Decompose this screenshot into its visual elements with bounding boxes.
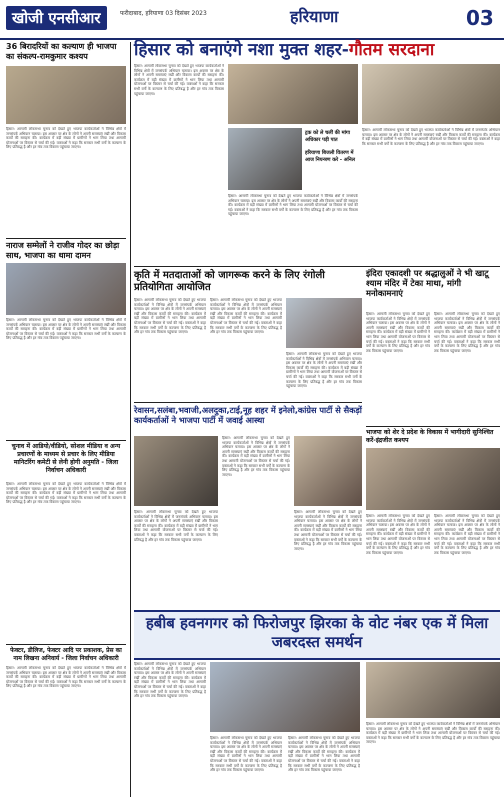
mid-left-headline: कृति में मतदाताओं को जागरूक करने के लिए रंगोली प्रतियोगिता आयोजित — [134, 270, 325, 293]
right-small-headline: भाजपा को शेर दे प्रदेश के विकास में भागीदारी सुनिश्चित करें-इंद्रजीत कश्यप — [366, 429, 494, 444]
column-divider — [130, 42, 131, 797]
left-photo-2 — [6, 263, 126, 315]
divider — [134, 266, 500, 267]
strip-article-1: हिसार: आगामी लोकसभा चुनाव को देखते हुए भाजपा कार्यकर्ताओं ने विभिन्न क्षेत्रों में जनसंपर्क अभियान चलाया। इस अवसर पर क्षेत्र के लोगों ने अपनी समस्याएं रखीं और विकास कार्यों की सराहना की। कार्यक्रम में बड़ी संख्या में ग्रामीणों ने भाग लिया तथा आगामी योजनाओं पर विस्तार से चर्चा की गई। वक्ताओं ने कहा कि सरकार सभी वर्गों के कल्याण के लिए प्रतिबद्ध है और हर गांव तक विकास पहुंचाया जाएगा। — [134, 510, 218, 542]
mid-right-headline: इंदिरा एकादशी पर श्रद्धालुओं ने भी खाटू श्याम मंदिर में टेका माथा, मांगी मनोकामनाएं — [366, 268, 489, 298]
mid-right-article-2: हिसार: आगामी लोकसभा चुनाव को देखते हुए भाजपा कार्यकर्ताओं ने विभिन्न क्षेत्रों में जनसंपर्क अभियान चलाया। इस अवसर पर क्षेत्र के लोगों ने अपनी समस्याएं रखीं और विकास कार्यों की सराहना की। कार्यक्रम में बड़ी संख्या में ग्रामीणों ने भाग लिया तथा आगामी योजनाओं पर विस्तार से चर्चा की गई। वक्ताओं ने कहा कि सरकार सभी वर्गों के कल्याण के लिए प्रतिबद्ध है और हर गांव तक विकास पहुंचाया जाएगा। — [434, 312, 500, 353]
banner-photo-2 — [366, 662, 500, 718]
strip-photo-1 — [134, 436, 218, 506]
mid-left-article-1: हिसार: आगामी लोकसभा चुनाव को देखते हुए भाजपा कार्यकर्ताओं ने विभिन्न क्षेत्रों में जनसंपर्क अभियान चलाया। इस अवसर पर क्षेत्र के लोगों ने अपनी समस्याएं रखीं और विकास कार्यों की सराहना की। कार्यक्रम में बड़ी संख्या में ग्रामीणों ने भाग लिया तथा आगामी योजनाओं पर विस्तार से चर्चा की गई। वक्ताओं ने कहा कि सरकार सभी वर्गों के कल्याण के लिए प्रतिबद्ध है और हर गांव तक विकास पहुंचाया जाएगा। — [134, 298, 206, 335]
main-headline-part1: हिसार को बनाएंगे नशा मुक्त शहर- — [134, 40, 349, 60]
banner-article-2: हिसार: आगामी लोकसभा चुनाव को देखते हुए भाजपा कार्यकर्ताओं ने विभिन्न क्षेत्रों में जनसंपर्क अभियान चलाया। इस अवसर पर क्षेत्र के लोगों ने अपनी समस्याएं रखीं और विकास कार्यों की सराहना की। कार्यक्रम में बड़ी संख्या में ग्रामीणों ने भाग लिया तथा आगामी योजनाओं पर विस्तार से चर्चा की गई। वक्ताओं ने कहा कि सरकार सभी वर्गों के कल्याण के लिए प्रतिबद्ध है और हर गांव तक विकास पहुंचाया जाएगा। — [210, 736, 282, 773]
paper-name: खोजी एनसीआर — [6, 6, 107, 30]
banner-headline: हबीब हवनगगर को फिरोजपुर झिरका के वोट नंबर एक में मिला जबरदस्त समर्थन — [145, 614, 489, 651]
sub-headline-2: हरियाणा बिजली वितरण में आज नियन्त्रण करे - अनिल — [305, 150, 355, 163]
main-photo-1 — [228, 64, 358, 124]
left-headline-4: फेक्टर, डीलिज, फेक्टर आदि पर प्रकाशक, प्रेस का नाम लिखना अनिवार्य - जिला निर्वाचन अधिकारी — [10, 647, 122, 662]
date-line: फरीदाबाद, हरियाणा 03 दिसंबर 2023 — [120, 10, 207, 17]
right-small-photo — [366, 448, 500, 510]
divider — [366, 426, 500, 427]
mid-right-article-1: हिसार: आगामी लोकसभा चुनाव को देखते हुए भाजपा कार्यकर्ताओं ने विभिन्न क्षेत्रों में जनसंपर्क अभियान चलाया। इस अवसर पर क्षेत्र के लोगों ने अपनी समस्याएं रखीं और विकास कार्यों की सराहना की। कार्यक्रम में बड़ी संख्या में ग्रामीणों ने भाग लिया तथा आगामी योजनाओं पर विस्तार से चर्चा की गई। वक्ताओं ने कहा कि सरकार सभी वर्गों के कल्याण के लिए प्रतिबद्ध है और हर गांव तक विकास पहुंचाया जाएगा। — [366, 312, 430, 353]
main-article-col-1: हिसार: आगामी लोकसभा चुनाव को देखते हुए भाजपा कार्यकर्ताओं ने विभिन्न क्षेत्रों में जनसंपर्क अभियान चलाया। इस अवसर पर क्षेत्र के लोगों ने अपनी समस्याएं रखीं और विकास कार्यों की सराहना की। कार्यक्रम में बड़ी संख्या में ग्रामीणों ने भाग लिया तथा आगामी योजनाओं पर विस्तार से चर्चा की गई। वक्ताओं ने कहा कि सरकार सभी वर्गों के कल्याण के लिए प्रतिबद्ध है और हर गांव तक विकास पहुंचाया जाएगा। — [134, 64, 224, 96]
strip-headline: रेवासन,सलंबा,भवाजी,अलदुका,टाई,नूह शहर में इनेलो,कांग्रेस पार्टी से सैकड़ों कार्यकर्ताओं ने भाजपा पार्टी में जवाई आस्था — [134, 405, 362, 425]
banner-photo-1 — [210, 662, 360, 732]
divider — [6, 440, 126, 441]
left-headline-1: 36 बिरादरियों का कल्याण ही भाजपा का संकल्प-रामकुमार कश्यप — [6, 42, 117, 61]
divider — [6, 644, 126, 645]
main-headline-part2: गौतम सरदाना — [348, 40, 435, 60]
divider — [6, 238, 126, 239]
strip-photo-2 — [294, 436, 362, 506]
left-article-1: हिसार: आगामी लोकसभा चुनाव को देखते हुए भाजपा कार्यकर्ताओं ने विभिन्न क्षेत्रों में जनसंपर्क अभियान चलाया। इस अवसर पर क्षेत्र के लोगों ने अपनी समस्याएं रखीं और विकास कार्यों की सराहना की। कार्यक्रम में बड़ी संख्या में ग्रामीणों ने भाग लिया तथा आगामी योजनाओं पर विस्तार से चर्चा की गई। वक्ताओं ने कहा कि सरकार सभी वर्गों के कल्याण के लिए प्रतिबद्ध है और हर गांव तक विकास पहुंचाया जाएगा। — [6, 127, 126, 150]
banner-article-4: हिसार: आगामी लोकसभा चुनाव को देखते हुए भाजपा कार्यकर्ताओं ने विभिन्न क्षेत्रों में जनसंपर्क अभियान चलाया। इस अवसर पर क्षेत्र के लोगों ने अपनी समस्याएं रखीं और विकास कार्यों की सराहना की। कार्यक्रम में बड़ी संख्या में ग्रामीणों ने भाग लिया तथा आगामी योजनाओं पर विस्तार से चर्चा की गई। वक्ताओं ने कहा कि सरकार सभी वर्गों के कल्याण के लिए प्रतिबद्ध है और हर गांव तक विकास पहुंचाया जाएगा। — [366, 722, 500, 745]
left-article-3: हिसार: आगामी लोकसभा चुनाव को देखते हुए भाजपा कार्यकर्ताओं ने विभिन्न क्षेत्रों में जनसंपर्क अभियान चलाया। इस अवसर पर क्षेत्र के लोगों ने अपनी समस्याएं रखीं और विकास कार्यों की सराहना की। कार्यक्रम में बड़ी संख्या में ग्रामीणों ने भाग लिया तथा आगामी योजनाओं पर विस्तार से चर्चा की गई। वक्ताओं ने कहा कि सरकार सभी वर्गों के कल्याण के लिए प्रतिबद्ध है और हर गांव तक विकास पहुंचाया जाएगा। — [6, 482, 126, 505]
main-headline — [134, 40, 500, 60]
strip-article-3: हिसार: आगामी लोकसभा चुनाव को देखते हुए भाजपा कार्यकर्ताओं ने विभिन्न क्षेत्रों में जनसंपर्क अभियान चलाया। इस अवसर पर क्षेत्र के लोगों ने अपनी समस्याएं रखीं और विकास कार्यों की सराहना की। कार्यक्रम में बड़ी संख्या में ग्रामीणों ने भाग लिया तथा आगामी योजनाओं पर विस्तार से चर्चा की गई। वक्ताओं ने कहा कि सरकार सभी वर्गों के कल्याण के लिए प्रतिबद्ध है और हर गांव तक विकास पहुंचाया जाएगा। — [294, 510, 362, 551]
right-small-article-2: हिसार: आगामी लोकसभा चुनाव को देखते हुए भाजपा कार्यकर्ताओं ने विभिन्न क्षेत्रों में जनसंपर्क अभियान चलाया। इस अवसर पर क्षेत्र के लोगों ने अपनी समस्याएं रखीं और विकास कार्यों की सराहना की। कार्यक्रम में बड़ी संख्या में ग्रामीणों ने भाग लिया तथा आगामी योजनाओं पर विस्तार से चर्चा की गई। वक्ताओं ने कहा कि सरकार सभी वर्गों के कल्याण के लिए प्रतिबद्ध है और हर गांव तक विकास पहुंचाया जाएगा। — [434, 514, 500, 555]
strip-article-2: हिसार: आगामी लोकसभा चुनाव को देखते हुए भाजपा कार्यकर्ताओं ने विभिन्न क्षेत्रों में जनसंपर्क अभियान चलाया। इस अवसर पर क्षेत्र के लोगों ने अपनी समस्याएं रखीं और विकास कार्यों की सराहना की। कार्यक्रम में बड़ी संख्या में ग्रामीणों ने भाग लिया तथा आगामी योजनाओं पर विस्तार से चर्चा की गई। वक्ताओं ने कहा कि सरकार सभी वर्गों के कल्याण के लिए प्रतिबद्ध है और हर गांव तक विकास पहुंचाया जाएगा। — [222, 436, 290, 477]
main-photo-3 — [228, 128, 302, 190]
section-title: हरियाणा — [290, 7, 339, 26]
left-headline-3: चुनाव में आडियो/वीडियो, सोशल मीडिया व अन्य प्रचारणों के माध्यम से प्रचार के लिए मीडिया मानिटरिंग कमेटी से लेनी होगी अनुमति - जिला निर्वाचन अधिकारी — [11, 443, 121, 474]
left-article-2: हिसार: आगामी लोकसभा चुनाव को देखते हुए भाजपा कार्यकर्ताओं ने विभिन्न क्षेत्रों में जनसंपर्क अभियान चलाया। इस अवसर पर क्षेत्र के लोगों ने अपनी समस्याएं रखीं और विकास कार्यों की सराहना की। कार्यक्रम में बड़ी संख्या में ग्रामीणों ने भाग लिया तथा आगामी योजनाओं पर विस्तार से चर्चा की गई। वक्ताओं ने कहा कि सरकार सभी वर्गों के कल्याण के लिए प्रतिबद्ध है और हर गांव तक विकास पहुंचाया जाएगा। — [6, 318, 126, 341]
main-photo-2 — [362, 64, 500, 124]
left-photo-1 — [6, 66, 126, 124]
mid-left-article-3: हिसार: आगामी लोकसभा चुनाव को देखते हुए भाजपा कार्यकर्ताओं ने विभिन्न क्षेत्रों में जनसंपर्क अभियान चलाया। इस अवसर पर क्षेत्र के लोगों ने अपनी समस्याएं रखीं और विकास कार्यों की सराहना की। कार्यक्रम में बड़ी संख्या में ग्रामीणों ने भाग लिया तथा आगामी योजनाओं पर विस्तार से चर्चा की गई। वक्ताओं ने कहा कि सरकार सभी वर्गों के कल्याण के लिए प्रतिबद्ध है और हर गांव तक विकास पहुंचाया जाएगा। — [286, 352, 362, 389]
banner-article-3: हिसार: आगामी लोकसभा चुनाव को देखते हुए भाजपा कार्यकर्ताओं ने विभिन्न क्षेत्रों में जनसंपर्क अभियान चलाया। इस अवसर पर क्षेत्र के लोगों ने अपनी समस्याएं रखीं और विकास कार्यों की सराहना की। कार्यक्रम में बड़ी संख्या में ग्रामीणों ने भाग लिया तथा आगामी योजनाओं पर विस्तार से चर्चा की गई। वक्ताओं ने कहा कि सरकार सभी वर्गों के कल्याण के लिए प्रतिबद्ध है और हर गांव तक विकास पहुंचाया जाएगा। — [288, 736, 360, 773]
right-small-article-1: हिसार: आगामी लोकसभा चुनाव को देखते हुए भाजपा कार्यकर्ताओं ने विभिन्न क्षेत्रों में जनसंपर्क अभियान चलाया। इस अवसर पर क्षेत्र के लोगों ने अपनी समस्याएं रखीं और विकास कार्यों की सराहना की। कार्यक्रम में बड़ी संख्या में ग्रामीणों ने भाग लिया तथा आगामी योजनाओं पर विस्तार से चर्चा की गई। वक्ताओं ने कहा कि सरकार सभी वर्गों के कल्याण के लिए प्रतिबद्ध है और हर गांव तक विकास पहुंचाया जाएगा। — [366, 514, 430, 555]
main-article-col-2: हिसार: आगामी लोकसभा चुनाव को देखते हुए भाजपा कार्यकर्ताओं ने विभिन्न क्षेत्रों में जनसंपर्क अभियान चलाया। इस अवसर पर क्षेत्र के लोगों ने अपनी समस्याएं रखीं और विकास कार्यों की सराहना की। कार्यक्रम में बड़ी संख्या में ग्रामीणों ने भाग लिया तथा आगामी योजनाओं पर विस्तार से चर्चा की गई। वक्ताओं ने कहा कि सरकार सभी वर्गों के कल्याण के लिए प्रतिबद्ध है और हर गांव तक विकास पहुंचाया जाएगा। — [228, 194, 358, 217]
mid-left-photo — [286, 298, 362, 348]
left-article-4: हिसार: आगामी लोकसभा चुनाव को देखते हुए भाजपा कार्यकर्ताओं ने विभिन्न क्षेत्रों में जनसंपर्क अभियान चलाया। इस अवसर पर क्षेत्र के लोगों ने अपनी समस्याएं रखीं और विकास कार्यों की सराहना की। कार्यक्रम में बड़ी संख्या में ग्रामीणों ने भाग लिया तथा आगामी योजनाओं पर विस्तार से चर्चा की गई। वक्ताओं ने कहा कि सरकार सभी वर्गों के कल्याण के लिए प्रतिबद्ध है और हर गांव तक विकास पहुंचाया जाएगा। — [6, 666, 126, 689]
banner-article-1: हिसार: आगामी लोकसभा चुनाव को देखते हुए भाजपा कार्यकर्ताओं ने विभिन्न क्षेत्रों में जनसंपर्क अभियान चलाया। इस अवसर पर क्षेत्र के लोगों ने अपनी समस्याएं रखीं और विकास कार्यों की सराहना की। कार्यक्रम में बड़ी संख्या में ग्रामीणों ने भाग लिया तथा आगामी योजनाओं पर विस्तार से चर्चा की गई। वक्ताओं ने कहा कि सरकार सभी वर्गों के कल्याण के लिए प्रतिबद्ध है और हर गांव तक विकास पहुंचाया जाएगा। — [134, 662, 206, 699]
divider — [134, 402, 362, 403]
main-article-col-3: हिसार: आगामी लोकसभा चुनाव को देखते हुए भाजपा कार्यकर्ताओं ने विभिन्न क्षेत्रों में जनसंपर्क अभियान चलाया। इस अवसर पर क्षेत्र के लोगों ने अपनी समस्याएं रखीं और विकास कार्यों की सराहना की। कार्यक्रम में बड़ी संख्या में ग्रामीणों ने भाग लिया तथा आगामी योजनाओं पर विस्तार से चर्चा की गई। वक्ताओं ने कहा कि सरकार सभी वर्गों के कल्याण के लिए प्रतिबद्ध है और हर गांव तक विकास पहुंचाया जाएगा। — [362, 128, 500, 146]
left-headline-2: नाराज सम्मेलों ने राजीव गोदर का छोड़ा साथ, भाजपा का थामा दामन — [6, 241, 120, 260]
sub-headline-1: ट्रक को ले चलीं की मांगा अधिकार पड़ी पात — [305, 130, 350, 143]
mid-left-article-2: हिसार: आगामी लोकसभा चुनाव को देखते हुए भाजपा कार्यकर्ताओं ने विभिन्न क्षेत्रों में जनसंपर्क अभियान चलाया। इस अवसर पर क्षेत्र के लोगों ने अपनी समस्याएं रखीं और विकास कार्यों की सराहना की। कार्यक्रम में बड़ी संख्या में ग्रामीणों ने भाग लिया तथा आगामी योजनाओं पर विस्तार से चर्चा की गई। वक्ताओं ने कहा कि सरकार सभी वर्गों के कल्याण के लिए प्रतिबद्ध है और हर गांव तक विकास पहुंचाया जाएगा। — [210, 298, 282, 335]
page-number: 03 — [466, 6, 494, 30]
